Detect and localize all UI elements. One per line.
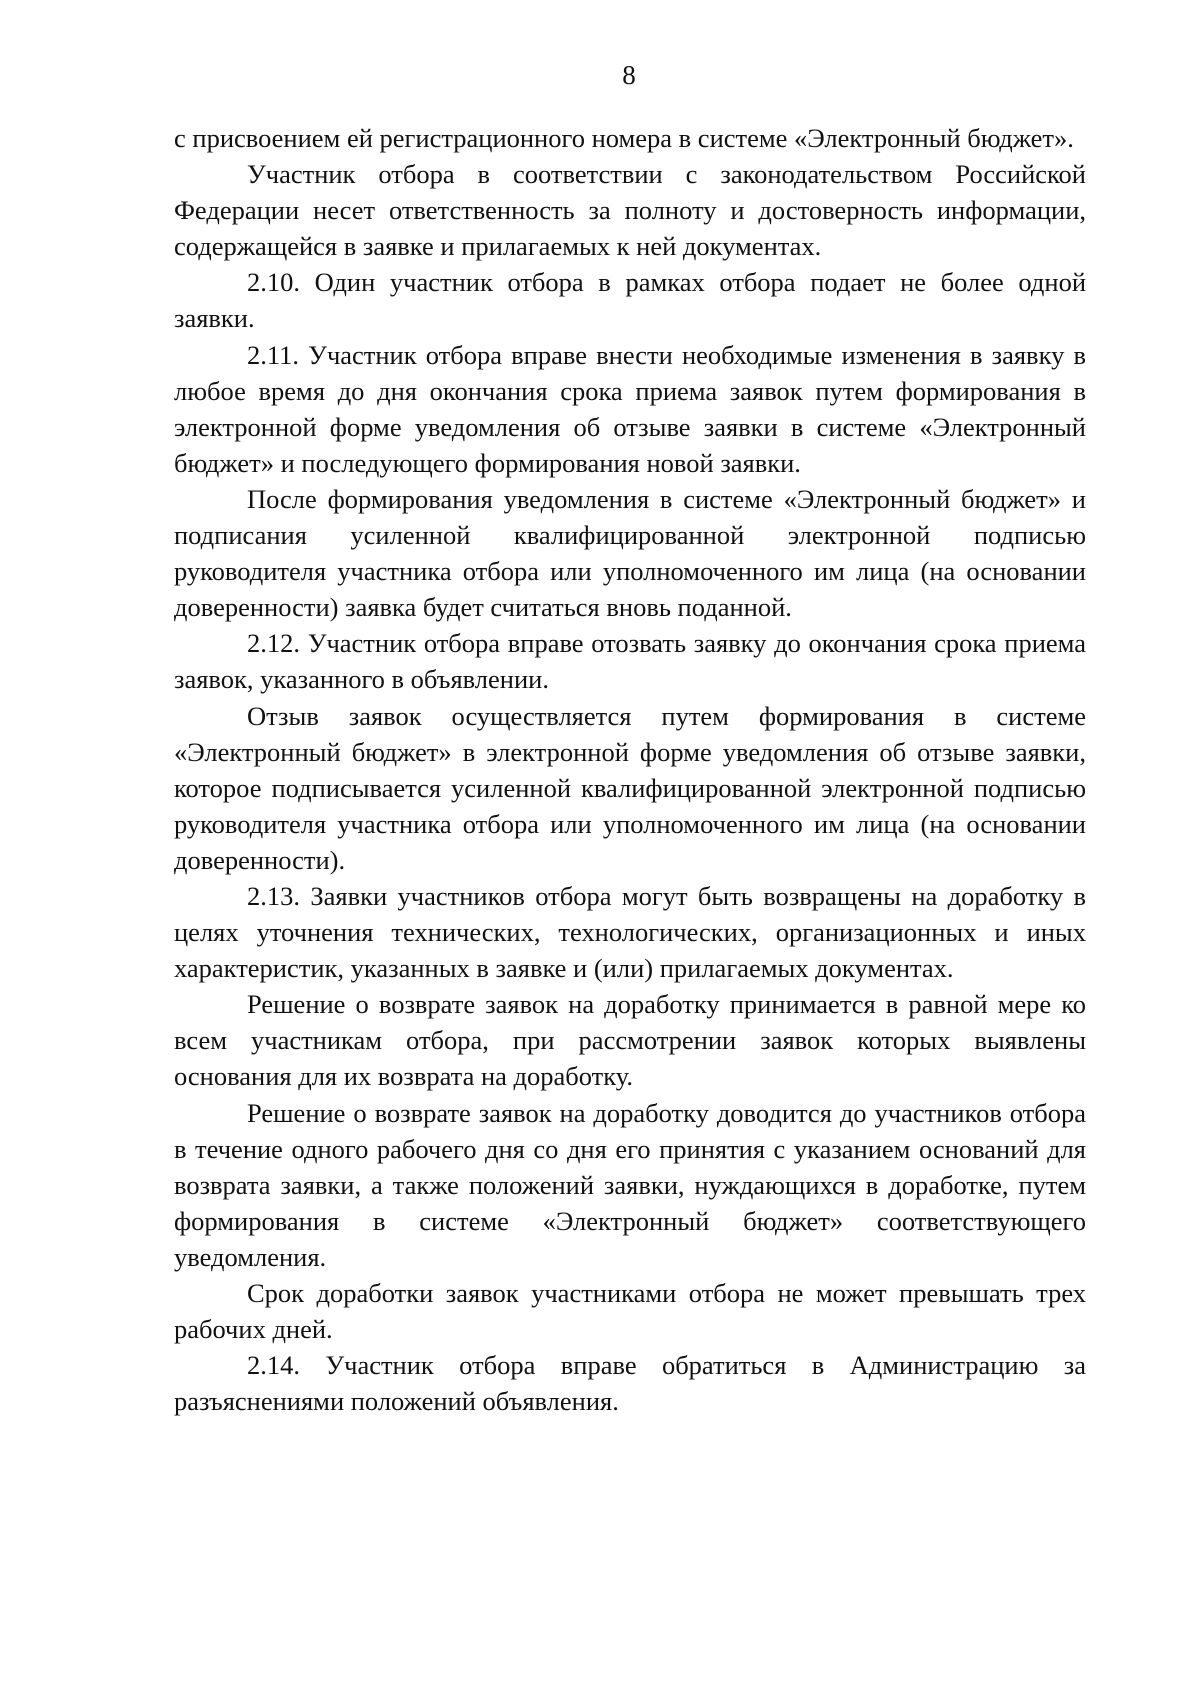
paragraph-resubmission: После формирования уведомления в системе «Электронный бюджет» и подписания усиленной квалифицированной электронной подписью руководителя участника отбора или уполномоченного им лица (на основании доверенности) заявка будет считаться вновь поданной. [174, 483, 1086, 623]
paragraph-continuation: с присвоением ей регистрационного номера в системе «Электронный бюджет». [174, 123, 1074, 153]
paragraph-responsibility: Участник отбора в соответствии с законодательством Российской Федерации несет ответственность за полноту и достоверность информации, содержащейся в заявке и прилагаемых к ней документах. [174, 159, 1086, 262]
paragraph-revision-period: Срок доработки заявок участниками отбора не может превышать трех рабочих дней. [174, 1278, 1086, 1345]
paragraph-2-14: 2.14. Участник отбора вправе обратиться в Администрацию за разъяснениями положений объявления. [174, 1350, 1086, 1417]
paragraph-return-notification: Решение о возврате заявок на доработку доводится до участников отбора в течение одного рабочего дня со дня его принятия с указанием оснований для возврата заявки, а также положений заявки, нуждающихся в доработке, путем формирования в системе «Электронный бюджет» соответствующего уведомления. [174, 1097, 1086, 1272]
paragraph-withdrawal: Отзыв заявок осуществляется путем формирования в системе «Электронный бюджет» в электронной форме уведомления об отзыве заявки, которое подписывается усиленной квалифицированной электронной подписью руководителя участника отбора или уполномоченного им лица (на основании доверенности). [174, 700, 1086, 875]
paragraph-2-11: 2.11. Участник отбора вправе внести необходимые изменения в заявку в любое время до дня окончания срока приема заявок путем формирования в электронной форме уведомления об отзыве заявки в системе «Электронный бюджет» и последующего формирования новой заявки. [174, 339, 1086, 478]
paragraph-return-decision: Решение о возврате заявок на доработку принимается в равной мере ко всем участникам отбора, при рассмотрении заявок которых выявлены основания для их возврата на доработку. [174, 989, 1086, 1092]
paragraph-2-13: 2.13. Заявки участников отбора могут быть возвращены на доработку в целях уточнения технических, технологических, организационных и иных характеристик, указанных в заявке и (или) прилагаемых документах. [174, 880, 1086, 984]
paragraph-2-12: 2.12. Участник отбора вправе отозвать заявку до окончания срока приема заявок, указанного в объявлении. [174, 628, 1086, 695]
document-body [174, 120, 1086, 1419]
page-number: 8 [622, 60, 636, 90]
paragraph-2-10: 2.10. Один участник отбора в рамках отбора подает не более одной заявки. [174, 267, 1086, 334]
